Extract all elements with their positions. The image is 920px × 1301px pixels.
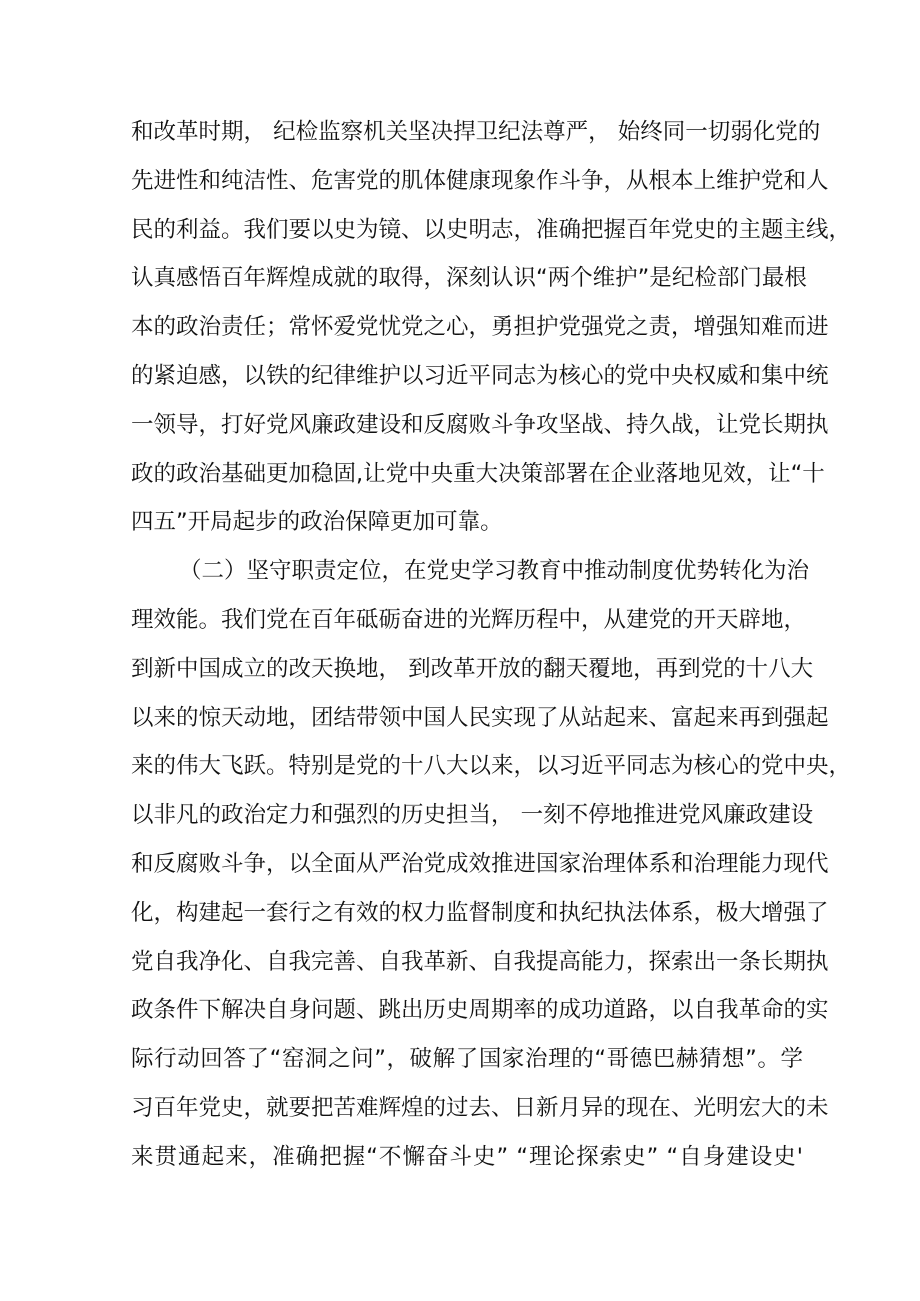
text-line xyxy=(131,401,829,450)
text-line-content: 理效能。我们党在百年砥砺奋进的光辉历程中，从建党的开天辟地， xyxy=(131,606,807,633)
text-line xyxy=(131,938,829,987)
text-line xyxy=(131,596,807,645)
text-line xyxy=(131,1035,803,1084)
text-line-content: 和反腐败斗争，以全面从严治党成效推进国家治理体系和治理能力现代 xyxy=(131,850,829,877)
text-line xyxy=(131,694,829,743)
paragraph-heading-line xyxy=(131,547,810,596)
text-line-content: 到新中国成立的改天换地， 到改革开放的翻天覆地，再到党的十八大 xyxy=(131,655,814,682)
text-line-content: 来的伟大飞跃。特别是党的十八大以来，以习近平同志为核心的党中央， xyxy=(131,753,852,780)
text-line xyxy=(131,303,829,352)
text-line-content: 以非凡的政治定力和强烈的历史担当， 一刻不停地推进党风廉政建设 xyxy=(131,802,814,829)
text-line-content: 政条件下解决自身问题、跳出历史周期率的成功道路，以自我革命的实 xyxy=(131,997,829,1024)
text-line xyxy=(131,450,825,499)
text-line-content: 党自我净化、自我完善、自我革新、自我提高能力，探索出一条长期执 xyxy=(131,948,829,975)
text-line-content: 本的政治责任；常怀爱党忧党之心，勇担护党强党之责，增强知难而进 xyxy=(131,314,829,341)
text-line xyxy=(131,986,829,1035)
text-line-content: 以来的惊天动地，团结带领中国人民实现了从站起来、富起来再到强起 xyxy=(131,704,829,731)
text-line-content: 的紧迫感，以铁的纪律维护以习近平同志为核心的党中央权威和集中统 xyxy=(131,362,829,389)
text-line-content: 四五”开局起步的政治保障更加可靠。 xyxy=(131,509,503,536)
text-line-content: 民的利益。我们要以史为镜、以史明志，准确把握百年党史的主题主线， xyxy=(131,216,852,243)
text-line-content: （二）坚守职责定位，在党史学习教育中推动制度优势转化为治 xyxy=(179,558,810,585)
body-text xyxy=(131,108,852,1182)
text-line xyxy=(131,840,829,889)
text-line xyxy=(131,254,807,303)
text-line xyxy=(131,206,852,255)
text-line xyxy=(131,498,803,547)
text-line xyxy=(131,742,852,791)
text-line-content: 先进性和纯洁性、危害党的肌体健康现象作斗争，从根本上维护党和人 xyxy=(131,167,829,194)
text-line xyxy=(131,1133,803,1182)
text-line-content: 政的政治基础更加稳固,让党中央重大决策部署在企业落地见效，让“十 xyxy=(131,460,825,487)
text-line xyxy=(131,791,814,840)
text-line xyxy=(131,352,829,401)
text-line-content: 和改革时期， 纪检监察机关坚决捍卫纪法尊严， 始终同一切弱化党的 xyxy=(131,119,821,145)
text-line xyxy=(131,645,814,694)
text-line-content: 一领导，打好党风廉政建设和反腐败斗争攻坚战、持久战，让党长期执 xyxy=(131,411,829,438)
text-line-content: 来贯通起来，准确把握“不懈奋斗史” “理论探索史” “自身建设史' xyxy=(131,1143,803,1170)
text-line xyxy=(131,108,821,157)
text-line-content: 化，构建起一套行之有效的权力监督制度和执纪执法体系，极大增强了 xyxy=(131,899,829,926)
text-line xyxy=(131,889,829,938)
text-line-content: 习百年党史，就要把苦难辉煌的过去、日新月异的现在、光明宏大的未 xyxy=(131,1094,829,1121)
text-line xyxy=(131,1084,829,1133)
text-line-content: 认真感悟百年辉煌成就的取得，深刻认识“两个维护”是纪检部门最根 xyxy=(131,265,807,292)
text-line-content: 际行动回答了“窑洞之问”，破解了国家治理的“哥德巴赫猜想”。学 xyxy=(131,1046,803,1073)
text-line xyxy=(131,157,829,206)
